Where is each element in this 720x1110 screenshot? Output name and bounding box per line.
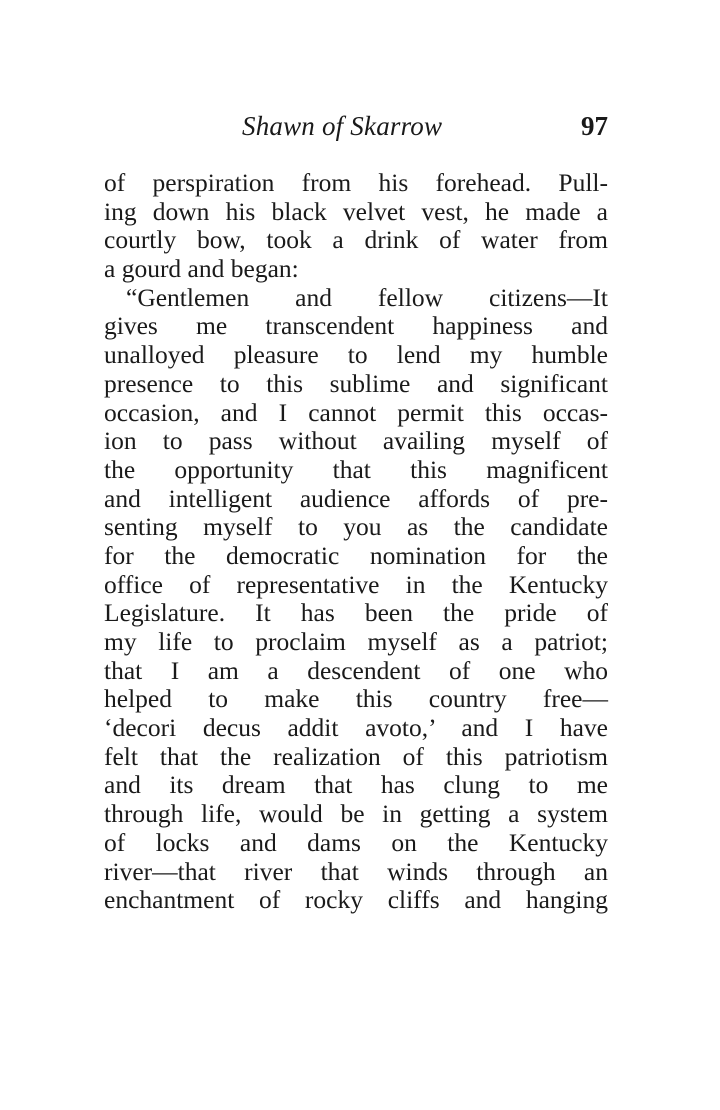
text-line: senting myself to you as the candidate <box>104 512 608 542</box>
text-line: my life to proclaim myself as a patriot; <box>104 627 608 656</box>
text-line: presence to this sublime and significant <box>104 368 608 398</box>
text-line: through life, would be in getting a system <box>104 799 608 829</box>
text-line: ‘decori decus addit avoto,’ and I have <box>104 713 608 743</box>
text-line: of locks and dams on the Kentucky <box>104 827 608 857</box>
page-number: 97 <box>581 111 608 141</box>
text-line: for the democratic nomination for the <box>104 540 608 570</box>
text-line: of perspiration from his forehead. Pull- <box>104 168 608 197</box>
text-line: river—that river that winds through an <box>104 856 608 886</box>
text-line: and its dream that has clung to me <box>104 770 608 800</box>
text-line: gives me transcendent happiness and <box>104 311 608 341</box>
text-line: “Gentlemen and fellow citizens—It <box>126 282 608 312</box>
running-head <box>104 106 608 146</box>
text-line: office of representative in the Kentucky <box>104 569 608 599</box>
text-line: unalloyed pleasure to lend my humble <box>104 340 608 370</box>
text-line: the opportunity that this magnificent <box>104 454 608 484</box>
body-text <box>104 169 608 915</box>
text-line: that I am a descendent of one who <box>104 655 608 685</box>
text-line: helped to make this country free— <box>104 684 608 714</box>
text-line: ion to pass without availing myself of <box>104 426 608 456</box>
running-title: Shawn of Skarrow <box>242 111 443 141</box>
text-line: ing down his black velvet vest, he made a <box>104 196 608 226</box>
text-line: felt that the realization of this patriotism <box>104 741 608 771</box>
text-line: occasion, and I cannot permit this occas- <box>104 397 608 427</box>
text-line: courtly bow, took a drink of water from <box>104 225 608 255</box>
text-line: Legislature. It has been the pride of <box>104 598 608 628</box>
text-line: and intelligent audience affords of pre- <box>104 483 608 513</box>
text-line: enchantment of rocky cliffs and hanging <box>104 885 608 915</box>
text-line: a gourd and began: <box>104 254 299 284</box>
